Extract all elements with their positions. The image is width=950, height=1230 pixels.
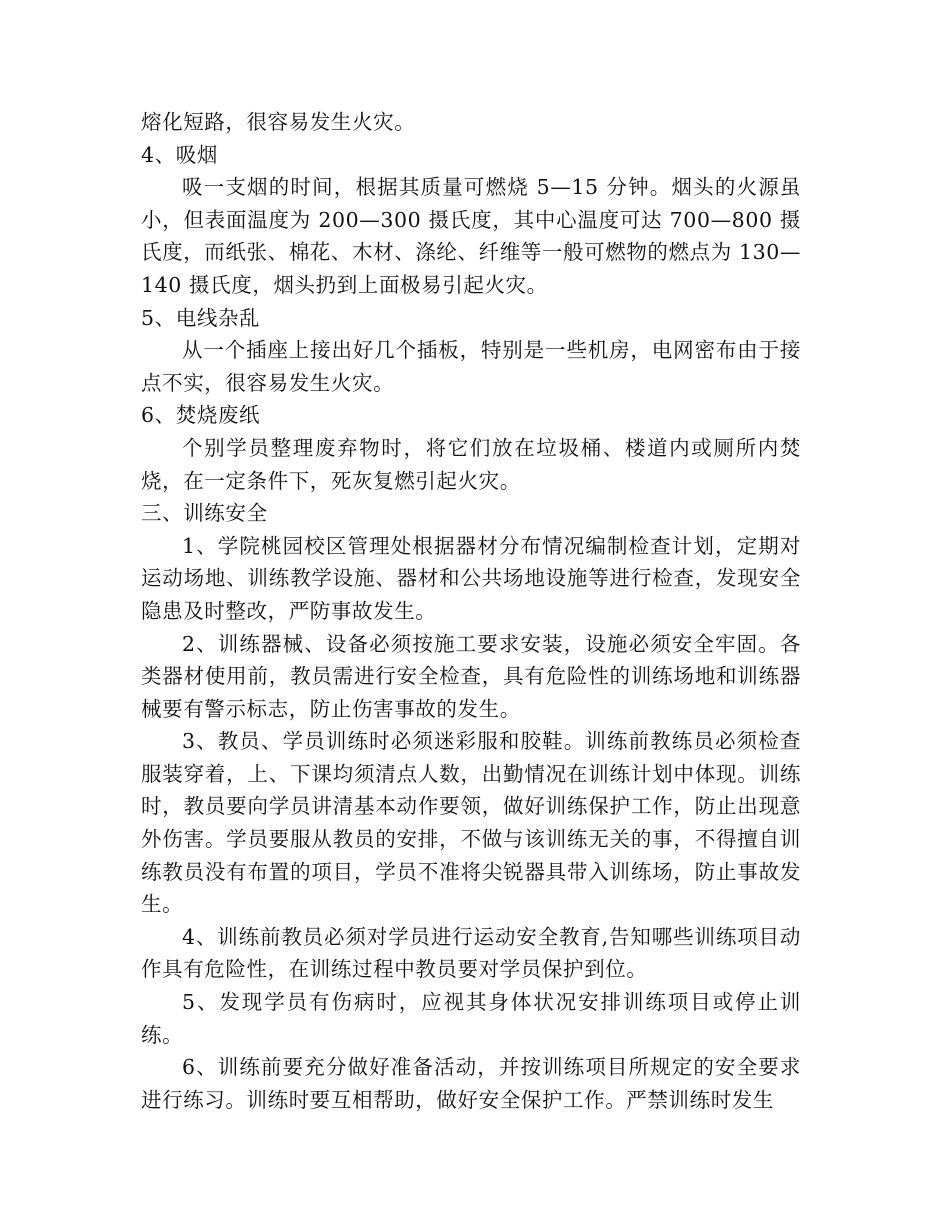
section-heading: 5、电线杂乱 (141, 305, 261, 330)
numbered-paragraph: 5、发现学员有伤病时，应视其身体状况安排训练项目或停止训练。 (141, 990, 801, 1047)
paragraph: 吸一支烟的时间，根据其质量可燃烧 5—15 分钟。烟头的火源虽小，但表面温度为 200—300 摄氏度，其中心温度可达 700—800 摄氏度，而纸张、棉花、木材、涤纶、纤维等一般可燃物的燃点为 130—140 摄氏度，烟头扔到上面极易引起火灾。 (141, 175, 801, 297)
chapter-heading: 三、训练安全 (141, 501, 268, 526)
numbered-paragraph: 6、训练前要充分做好准备活动，并按训练项目所规定的安全要求进行练习。训练时要互相帮助，做好安全保护工作。严禁训练时发生 (141, 1055, 801, 1112)
document-body (141, 106, 801, 1116)
numbered-paragraph: 4、训练前教员必须对学员进行运动安全教育,告知哪些训练项目动作具有危险性，在训练过程中教员要对学员保护到位。 (141, 924, 801, 982)
paragraph: 熔化短路，很容易发生火灾。 (141, 110, 416, 134)
paragraph: 个别学员整理废弃物时，将它们放在垃圾桶、楼道内或厕所内焚烧，在一定条件下，死灰复燃引起火灾。 (141, 435, 801, 493)
numbered-paragraph: 1、学院桃园校区管理处根据器材分布情况编制检查计划，定期对运动场地、训练教学设施、器材和公共场地设施等进行检查，发现安全隐患及时整改，严防事故发生。 (141, 533, 801, 623)
numbered-paragraph: 2、训练器械、设备必须按施工要求安装，设施必须安全牢固。各类器材使用前，教员需进行安全检查，具有危险性的训练场地和训练器械要有警示标志，防止伤害事故的发生。 (141, 631, 801, 721)
numbered-paragraph: 3、教员、学员训练时必须迷彩服和胶鞋。训练前教练员必须检查服装穿着，上、下课均须清点人数，出勤情况在训练计划中体现。训练时，教员要向学员讲清基本动作要领，做好训练保护工作，防止出现意外伤害。学员要服从教员的安排，不做与该训练无关的事，不得擅自训练教员没有布置的项目，学员不准将尖锐器具带入训练场，防止事故发生。 (141, 729, 801, 917)
paragraph: 从一个插座上接出好几个插板，特别是一些机房，电网密布由于接点不实，很容易发生火灾。 (141, 338, 801, 395)
section-heading: 6、焚烧废纸 (141, 403, 261, 428)
section-heading: 4、吸烟 (141, 142, 218, 167)
